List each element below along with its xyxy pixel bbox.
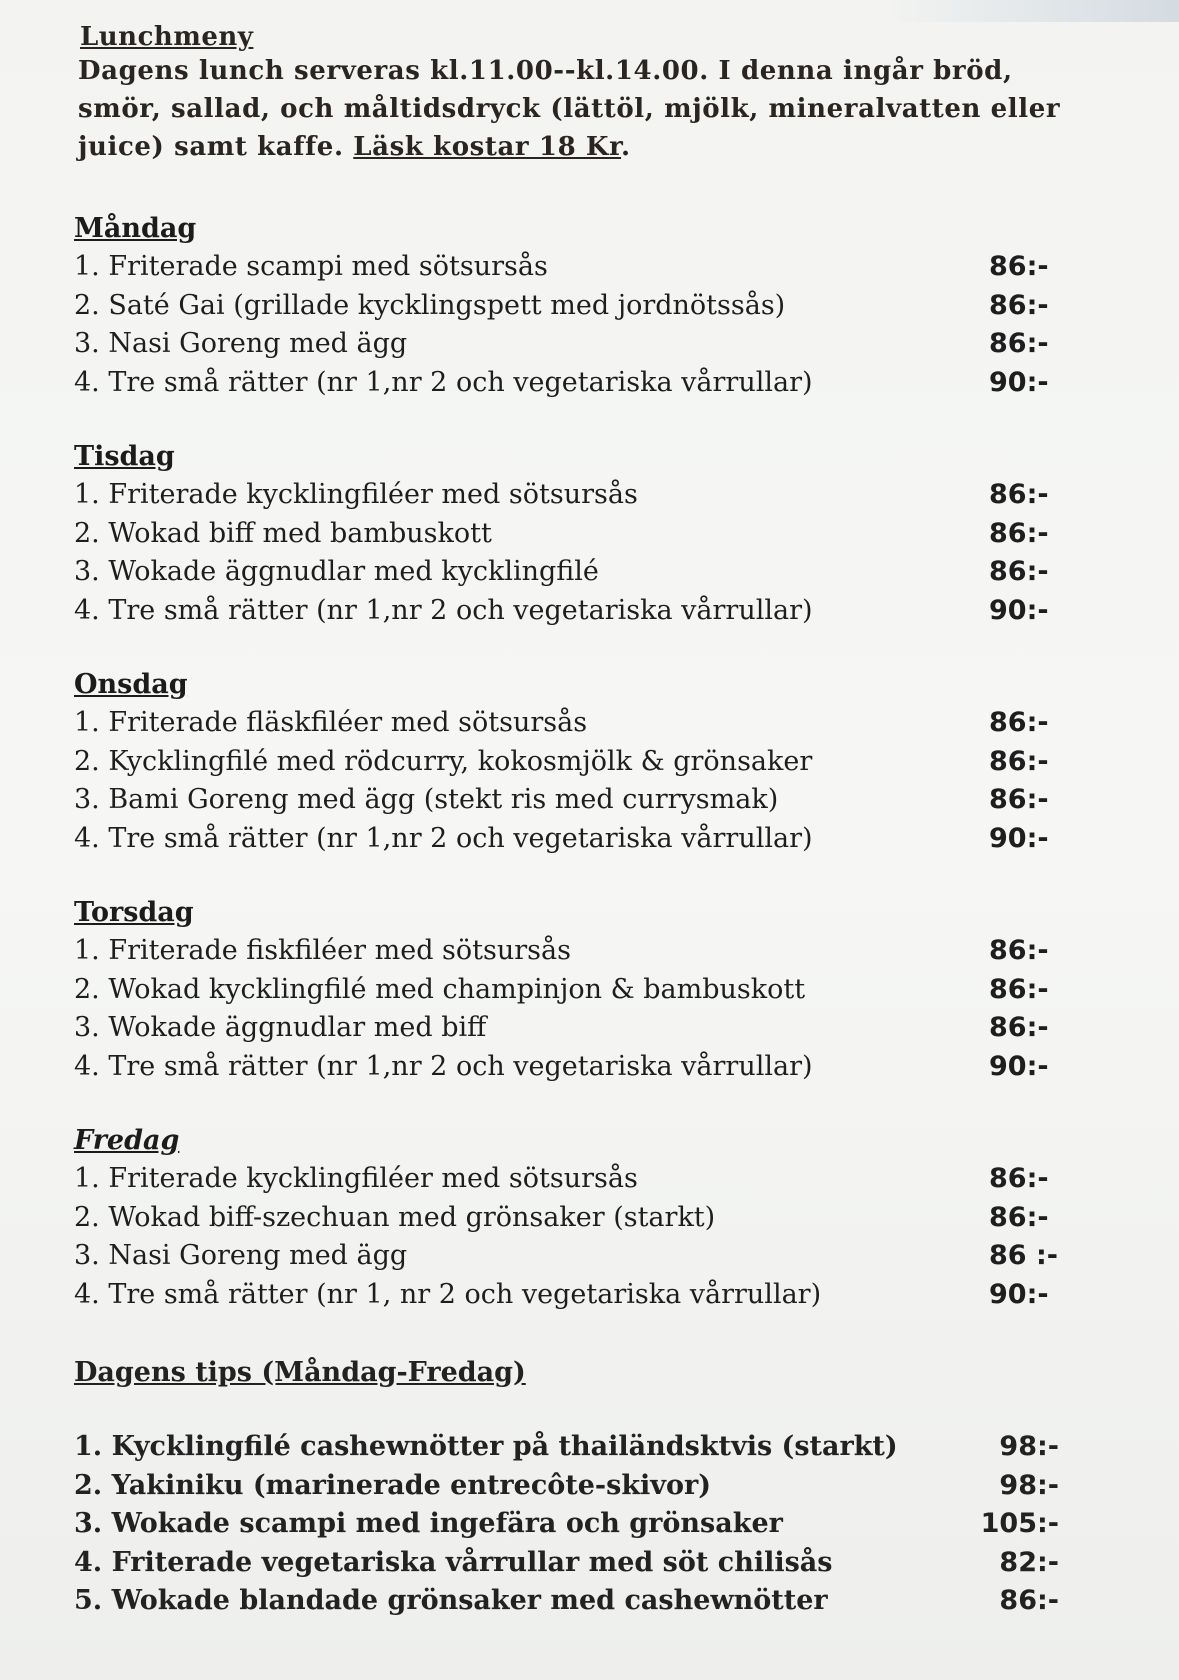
menu-item [74,515,1059,554]
item-text: 3. Nasi Goreng med ägg [74,328,408,359]
corner-shade [879,0,1179,22]
item-text: 1. Friterade scampi med sötsursås [74,251,548,282]
menu-item [74,1009,1059,1048]
item-price: 90:- [989,594,1049,626]
tip-text: 5. Wokade blandade grönsaker med cashewnötter [74,1585,828,1616]
menu-content [74,22,1134,1621]
item-text: 4. Tre små rätter (nr 1,nr 2 och vegetariska vårrullar) [74,1050,813,1082]
item-text: 1. Friterade kycklingfiléer med sötsursås [74,479,638,510]
menu-item [74,325,1059,364]
item-price: 86:- [989,784,1049,815]
item-price: 86:- [989,517,1049,549]
menu-intro [78,52,1134,166]
item-text: 2. Kycklingfilé med rödcurry, kokosmjölk & grönsaker [74,745,813,777]
item-text: 3. Nasi Goreng med ägg [74,1240,408,1271]
day-title: Fredag [74,1125,180,1156]
item-text: 2. Wokad kycklingfilé med champinjon & bambuskott [74,973,806,1005]
menu-item [74,1160,1059,1199]
item-price: 90:- [989,1278,1049,1310]
tip-price: 86:- [999,1585,1059,1616]
day-title: Måndag [74,213,197,244]
menu-item [74,1237,1059,1276]
tip-item [74,1544,1059,1583]
tip-price: 105:- [980,1508,1059,1539]
menu-item [74,287,1059,326]
day-title: Onsdag [74,669,188,700]
tip-item [74,1582,1059,1621]
item-price: 86:- [989,289,1049,321]
day-section-onsdag [74,666,1134,858]
item-price: 86:- [989,251,1049,282]
item-text: 1. Friterade fläskfiléer med sötsursås [74,707,588,738]
day-section-tisdag [74,438,1134,630]
intro-line-3-c: . [621,132,631,162]
item-text: 3. Wokade äggnudlar med biff [74,1012,487,1043]
menu-item [74,364,1059,403]
intro-line-3 [78,128,1134,166]
menu-item [74,1048,1059,1087]
day-title: Torsdag [74,897,194,928]
menu-title: Lunchmeny [80,22,254,52]
item-price: 86:- [989,745,1049,777]
tip-text: 3. Wokade scampi med ingefära och grönsaker [74,1508,783,1539]
item-price: 90:- [989,366,1049,398]
tip-item [74,1428,1059,1467]
menu-item [74,1199,1059,1238]
tips-title: Dagens tips (Måndag-Fredag) [74,1357,526,1388]
menu-item [74,476,1059,515]
item-price: 86 :- [989,1240,1058,1271]
menu-item [74,704,1059,743]
item-price: 90:- [989,822,1049,854]
item-price: 86:- [989,1163,1049,1194]
day-title: Tisdag [74,441,175,472]
menu-item [74,592,1059,631]
item-text: 2. Saté Gai (grillade kycklingspett med jordnötssås) [74,289,786,321]
tip-text: 4. Friterade vegetariska vårrullar med söt chilisås [74,1546,833,1578]
item-price: 90:- [989,1050,1049,1082]
tip-price: 98:- [999,1431,1059,1462]
tip-price: 82:- [999,1546,1059,1578]
intro-line-2: smör, sallad, och måltidsdryck (lättöl, mjölk, mineralvatten eller [78,94,1061,124]
menu-item [74,248,1059,287]
item-price: 86:- [989,1201,1049,1233]
item-text: 2. Wokad biff-szechuan med grönsaker (starkt) [74,1201,716,1233]
menu-item [74,971,1059,1010]
item-price: 86:- [989,935,1049,966]
item-price: 86:- [989,707,1049,738]
item-text: 1. Friterade fiskfiléer med sötsursås [74,935,571,966]
intro-line-1: Dagens lunch serveras kl.11.00--kl.14.00. I denna ingår bröd, [78,56,1013,86]
day-section-mandag [74,210,1134,402]
tip-text: 1. Kycklingfilé cashewnötter på thailändsktvis (starkt) [74,1431,898,1462]
menu-item [74,820,1059,859]
item-price: 86:- [989,479,1049,510]
tip-item [74,1467,1059,1506]
intro-line-3-a: juice) samt kaffe. [78,132,354,162]
item-price: 86:- [989,1012,1049,1043]
day-section-torsdag [74,894,1134,1086]
item-price: 86:- [989,973,1049,1005]
item-text: 3. Wokade äggnudlar med kycklingfilé [74,556,599,587]
item-text: 3. Bami Goreng med ägg (stekt ris med currysmak) [74,784,779,815]
tip-price: 98:- [999,1469,1059,1501]
menu-item [74,743,1059,782]
item-text: 4. Tre små rätter (nr 1,nr 2 och vegetariska vårrullar) [74,594,813,626]
item-text: 4. Tre små rätter (nr 1,nr 2 och vegetariska vårrullar) [74,366,813,398]
day-section-fredag [74,1122,1134,1314]
menu-item [74,932,1059,971]
menu-item [74,553,1059,592]
tips-list [74,1428,1134,1621]
item-price: 86:- [989,328,1049,359]
tip-item [74,1505,1059,1544]
item-text: 4. Tre små rätter (nr 1,nr 2 och vegetariska vårrullar) [74,822,813,854]
item-text: 1. Friterade kycklingfiléer med sötsursås [74,1163,638,1194]
item-price: 86:- [989,556,1049,587]
menu-item [74,781,1059,820]
item-text: 4. Tre små rätter (nr 1, nr 2 och vegetariska vårrullar) [74,1278,822,1310]
tip-text: 2. Yakiniku (marinerade entrecôte-skivor) [74,1469,712,1501]
item-text: 2. Wokad biff med bambuskott [74,517,492,549]
soda-price-note: Läsk kostar 18 Kr [353,132,622,162]
menu-item [74,1276,1059,1315]
